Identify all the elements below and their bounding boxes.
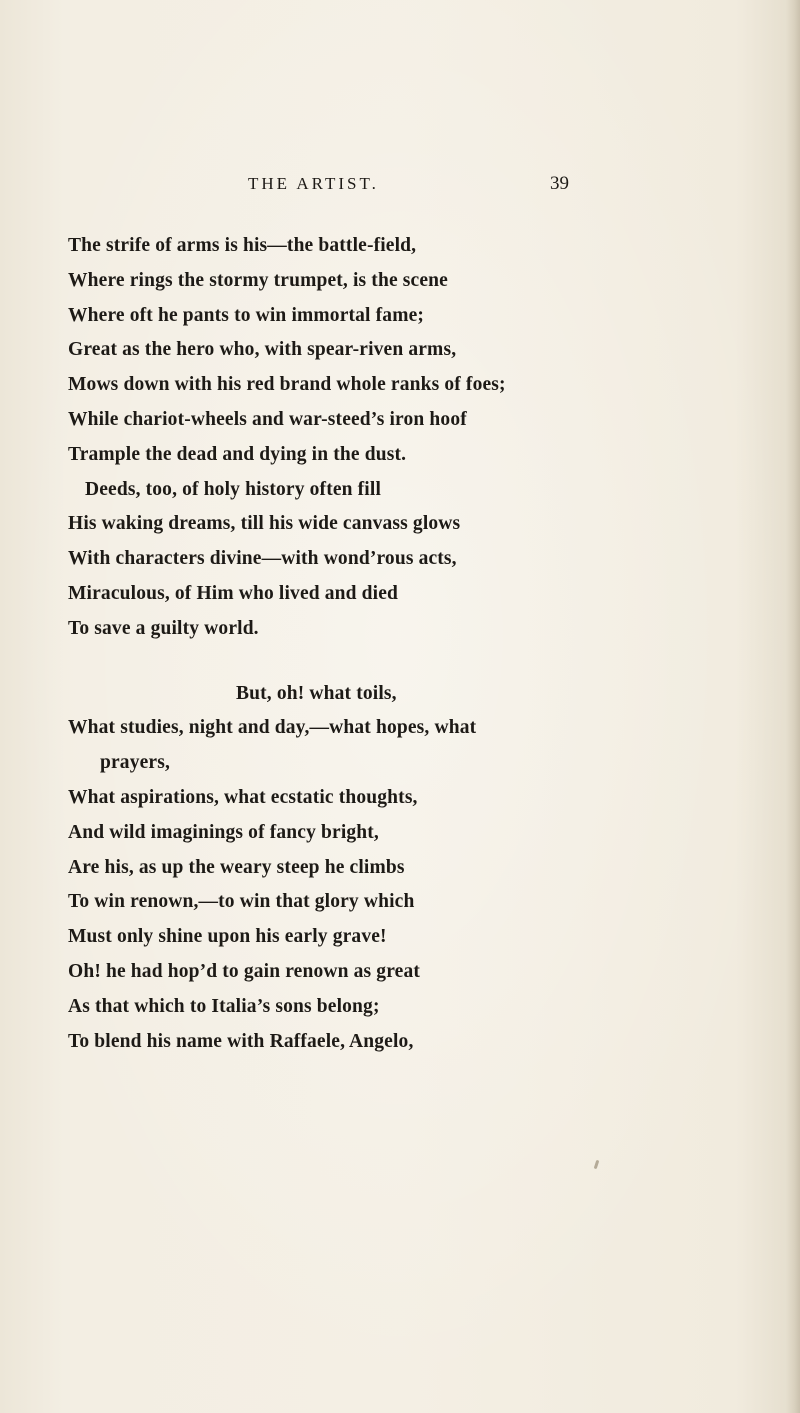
ink-speck [594, 1160, 600, 1169]
poem-line: What aspirations, what ecstatic thoughts, [68, 786, 418, 808]
poem-line: Deeds, too, of holy history often fill [85, 478, 382, 500]
poem-line: As that which to Italia’s sons belong; [68, 995, 380, 1017]
running-title: THE ARTIST. [248, 174, 379, 193]
poem-text [68, 229, 788, 1059]
poem-line: Are his, as up the weary steep he climbs [68, 856, 405, 878]
poem-line: To save a guilty world. [68, 617, 259, 639]
poem-line: With characters divine—with wond’rous acts, [68, 548, 457, 570]
page-number: 39 [550, 173, 569, 194]
page-edge-shadow [786, 0, 800, 1413]
poem-line: Where oft he pants to win immortal fame; [68, 304, 425, 326]
poem-line: Trample the dead and dying in the dust. [68, 443, 407, 465]
poem-line-continuation: prayers, [100, 752, 170, 774]
page-header [0, 174, 800, 198]
poem-line: Must only shine upon his early grave! [68, 926, 387, 948]
poem-line: The strife of arms is his—the battle-field, [68, 235, 417, 256]
poem-line: And wild imaginings of fancy bright, [68, 821, 379, 843]
poem-line: To win renown,—to win that glory which [68, 891, 415, 913]
poem-line: What studies, night and day,—what hopes, what [68, 717, 477, 739]
poem-line: Mows down with his red brand whole ranks of foes; [68, 374, 506, 396]
poem-line: Where rings the stormy trumpet, is the scene [68, 269, 448, 291]
poem-line: While chariot-wheels and war-steed’s iron hoof [68, 408, 467, 430]
poem-line: His waking dreams, till his wide canvass glows [68, 513, 461, 535]
poem-line: To blend his name with Raffaele, Angelo, [68, 1030, 414, 1052]
poem-line: Miraculous, of Him who lived and died [68, 582, 399, 604]
poem-line: But, oh! what toils, [236, 682, 397, 704]
poem-line: Great as the hero who, with spear-riven arms, [68, 339, 457, 361]
poem-line: Oh! he had hop’d to gain renown as great [68, 960, 421, 982]
